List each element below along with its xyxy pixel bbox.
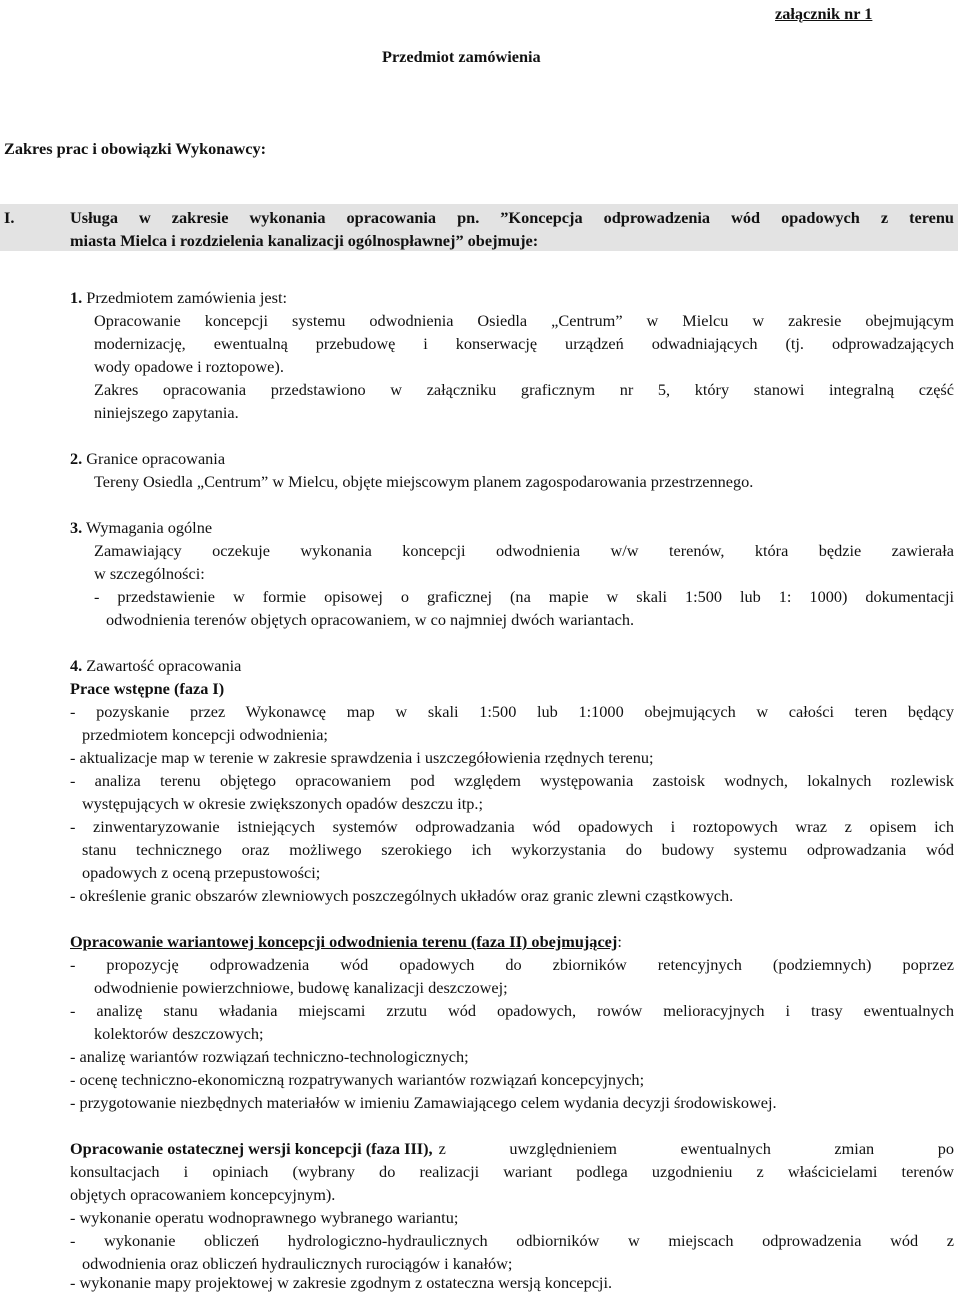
phase-1-line: - pozyskanie przez Wykonawcę map w skali 1:500 lub 1:1000 obejmujących w całości teren będący: [70, 702, 954, 721]
phase-3-line: - wykonanie operatu wodnoprawnego wybranego wariantu;: [70, 1208, 459, 1227]
phase-1-line: - analiza terenu objętego opracowaniem pod względem występowania zastoisk wodnych, lokalnych rozlewisk: [70, 771, 954, 790]
section-2-number: 2.: [70, 449, 83, 468]
phase-1-line: - określenie granic obszarów zlewniowych poszczególnych układów oraz granic zlewni cząstkowych.: [70, 886, 734, 905]
phase-2-line: kolektorów deszczowych;: [94, 1024, 264, 1043]
section-4-number: 4.: [70, 656, 83, 675]
phase-3-intro: z uwzględnieniem ewentualnych zmian po: [438, 1139, 954, 1158]
section-1-line: niniejszego zapytania.: [94, 403, 239, 422]
section-3-line: odwodnienia terenów objętych opracowaniem, w co najmniej dwóch wariantach.: [106, 610, 635, 629]
phase-1-line: stanu technicznego oraz możliwego szerokiego ich wykorzystania do budowy systemu odprowadzania wód: [82, 840, 954, 859]
phase-3-line: - wykonanie mapy projektowej w zakresie zgodnym z ostateczna wersją koncepcji.: [70, 1273, 613, 1292]
section-2-heading: [70, 447, 225, 470]
phase-2-heading: [70, 930, 622, 953]
phase-2-line: - analizę stanu władania miejscami zrzutu wód opadowych, rowów melioracyjnych i trasy ewentualnych: [70, 1001, 954, 1020]
section-2-line: Tereny Osiedla „Centrum” w Mielcu, objęte miejscowym planem zagospodarowania przestrzennego.: [94, 472, 754, 491]
section-3-line: - przedstawienie w formie opisowej o graficznej (na mapie w skali 1:500 lub 1: 1000) dokumentacji: [94, 587, 954, 606]
phase-1-line: opadowych z oceną przepustowości;: [82, 863, 321, 882]
attachment-label: załącznik nr 1: [775, 4, 873, 23]
section-heading: Zakres prac i obowiązki Wykonawcy:: [4, 139, 267, 158]
phase-1-line: - zinwentaryzowanie istniejących systemów odprowadzania wód opadowych i roztopowych wraz z opisem ich: [70, 817, 954, 836]
service-line-2: miasta Mielca i rozdzielenia kanalizacji ogólnospławnej” obejmuje:: [70, 231, 539, 250]
section-3-heading: [70, 516, 212, 539]
phase-3-line: konsultacjach i opiniach (wybrany do realizacji wariant podlega uzgodnieniu z właścicielami terenów: [70, 1162, 954, 1181]
section-2-title: Granice opracowania: [86, 449, 226, 468]
phase-2-line: - analizę wariantów rozwiązań techniczno-technologicznych;: [70, 1047, 469, 1066]
service-line-1: Usługa w zakresie wykonania opracowania pn. ”Koncepcja odprowadzenia wód opadowych z terenu: [70, 208, 954, 227]
section-3-title: Wymagania ogólne: [86, 518, 213, 537]
phase-2-line: - ocenę techniczno-ekonomiczną rozpatrywanych wariantów rozwiązań koncepcyjnych;: [70, 1070, 645, 1089]
phase-1-title: Prace wstępne (faza I): [70, 679, 225, 698]
phase-2-line: odwodnienie powierzchniowe, budowę kanalizacji deszczowej;: [94, 978, 508, 997]
section-1-number: 1.: [70, 288, 83, 307]
phase-3-line: objętych opracowaniem koncepcyjnym).: [70, 1185, 336, 1204]
phase-2-title: Opracowanie wariantowej koncepcji odwodnienia terenu (faza II) obejmującej: [70, 932, 618, 951]
phase-1-line: przedmiotem koncepcji odwodnienia;: [82, 725, 328, 744]
section-3-line: w szczególności:: [94, 564, 205, 583]
phase-2-line: - propozycję odprowadzenia wód opadowych do zbiorników retencyjnych (podziemnych) poprzez: [70, 955, 954, 974]
phase-3-line: odwodnienia oraz obliczeń hydraulicznych rurociągów i kanałów;: [82, 1254, 513, 1273]
service-number: I.: [4, 208, 15, 227]
section-3-number: 3.: [70, 518, 83, 537]
document-title: Przedmiot zamówienia: [382, 47, 541, 66]
section-1-line: Zakres opracowania przedstawiono w załączniku graficznym nr 5, który stanowi integralną część: [94, 380, 954, 399]
section-4-heading: [70, 654, 241, 677]
section-1-line: Opracowanie koncepcji systemu odwodnienia Osiedla „Centrum” w Mielcu w zakresie obejmującym: [94, 311, 954, 330]
section-1-title: Przedmiotem zamówienia jest:: [86, 288, 288, 307]
section-3-line: Zamawiający oczekuje wykonania koncepcji odwodnienia w/w terenów, która będzie zawierała: [94, 541, 954, 560]
section-1-line: wody opadowe i roztopowe).: [94, 357, 284, 376]
section-1-heading: [70, 286, 287, 309]
section-1-line: modernizację, ewentualną przebudowę i konserwację urządzeń odwadniających (tj. odprowadzających: [94, 334, 954, 353]
phase-3-title: Opracowanie ostatecznej wersji koncepcji (faza III),: [70, 1139, 433, 1158]
phase-3-heading: [70, 1137, 954, 1160]
phase-3-line: - wykonanie obliczeń hydrologiczno-hydraulicznych odbiorników w miejscach odprowadzenia wód z: [70, 1231, 954, 1250]
phase-2-line: - przygotowanie niezbędnych materiałów w imieniu Zamawiającego celem wydania decyzji środowiskowej.: [70, 1093, 777, 1112]
phase-1-line: - aktualizacje map w terenie w zakresie sprawdzenia i uszczegółowienia rzędnych terenu;: [70, 748, 654, 767]
phase-2-colon: :: [617, 932, 622, 951]
phase-1-line: występujących w okresie zwiększonych opadów deszczu itp.;: [82, 794, 484, 813]
section-4-title: Zawartość opracowania: [86, 656, 242, 675]
